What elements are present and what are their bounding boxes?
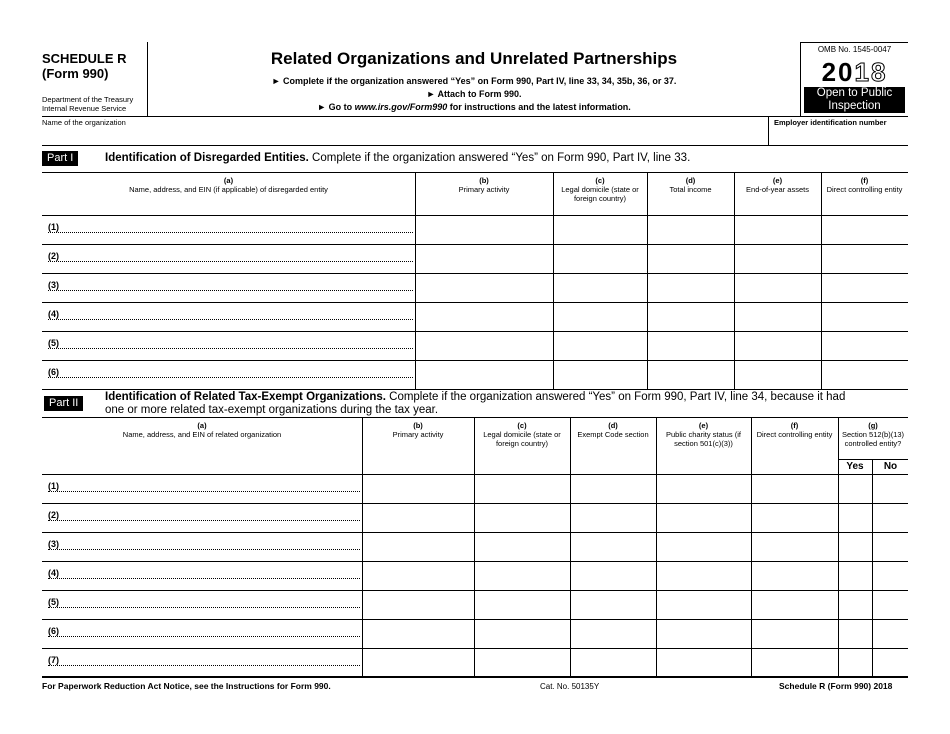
form-identity — [42, 42, 147, 116]
part2-row2-cell-4[interactable] — [657, 504, 750, 531]
part1-col-text: Direct controlling entity — [826, 185, 903, 194]
part1-row1-cell-1[interactable] — [416, 216, 552, 243]
part1-col-text: Primary activity — [458, 185, 510, 194]
part2-row7-cell-2[interactable] — [475, 649, 569, 676]
part2-row5-cell-1[interactable] — [363, 591, 473, 618]
part1-col-text: Legal domicile (state or foreign country) — [561, 185, 639, 203]
part2-row-number: (5) — [48, 597, 59, 607]
form-number: (Form 990) — [42, 66, 109, 81]
department-line2: Internal Revenue Service — [42, 104, 127, 113]
tax-year-suffix: 18 — [854, 57, 888, 87]
part1-row2-cell-3[interactable] — [648, 245, 733, 272]
part1-row1-cell-5[interactable] — [822, 216, 907, 243]
part2-row5-cell-5[interactable] — [752, 591, 837, 618]
part1-row4-cell-0[interactable] — [43, 303, 414, 330]
part1-title — [105, 152, 690, 165]
open-line2: Inspection — [828, 100, 881, 112]
footer-paperwork-notice: For Paperwork Reduction Act Notice, see the Instructions for Form 990. — [42, 681, 331, 691]
part2-row-number: (2) — [48, 510, 59, 520]
part1-row2-cell-4[interactable] — [735, 245, 820, 272]
part1-row3-cell-1[interactable] — [416, 274, 552, 301]
part2-row1-cell-3[interactable] — [571, 475, 655, 502]
part1-row4-cell-5[interactable] — [822, 303, 907, 330]
part2-col-letter: (d) — [608, 421, 618, 430]
part1-col-text: End-of-year assets — [746, 185, 809, 194]
part2-row6-cell-3[interactable] — [571, 620, 655, 647]
part2-row1-cell-2[interactable] — [475, 475, 569, 502]
part1-col-text: Name, address, and EIN (if applicable) of disregarded entity — [129, 185, 328, 194]
part1-row3-cell-3[interactable] — [648, 274, 733, 301]
part2-no-header: No — [883, 461, 898, 472]
tax-year-prefix: 20 — [821, 57, 855, 87]
part2-col-text: Direct controlling entity — [756, 430, 833, 439]
page-title: Related Organizations and Unrelated Partnerships — [270, 49, 678, 68]
part2-col-letter: (a) — [197, 421, 207, 430]
footer-form-id: Schedule R (Form 990) 2018 — [779, 681, 893, 691]
part1-row1-cell-0[interactable] — [43, 216, 414, 243]
part1-col-text: Total income — [669, 185, 712, 194]
part2-yes-no-rule — [838, 459, 908, 460]
part1-title-rest: Complete if the organization answered “Yes” on Form 990, Part IV, line 33. — [308, 152, 691, 164]
part2-title — [105, 391, 845, 404]
instruction-line2: ► Attach to Form 990. — [426, 89, 522, 99]
part2-row2-cell-2[interactable] — [475, 504, 569, 531]
schedule-title: SCHEDULE R — [42, 51, 127, 66]
part2-col-text: Name, address, and EIN of related organization — [122, 430, 282, 439]
part1-row3-cell-0[interactable] — [43, 274, 414, 301]
part2-row4-cell-2[interactable] — [475, 562, 569, 589]
part1-col-header-1 — [417, 176, 551, 194]
part2-row7-cell-0[interactable] — [43, 649, 361, 676]
part2-title-rest: Complete if the organization answered “Yes” on Form 990, Part IV, line 34, because it had — [385, 391, 846, 403]
part2-row4-cell-6[interactable] — [839, 562, 907, 589]
part2-col-text: Primary activity — [392, 430, 444, 439]
part1-col-header-3 — [649, 176, 732, 194]
tax-year — [801, 57, 908, 87]
part2-col-letter: (e) — [698, 421, 709, 430]
instruction-line1: ► Complete if the organization answered “Yes” on Form 990, Part IV, line 33, 34, 35b, 36, or 37. — [271, 76, 677, 86]
part2-row1-cell-0[interactable] — [43, 475, 361, 502]
part2-row-number: (6) — [48, 626, 59, 636]
part1-row2-cell-1[interactable] — [416, 245, 552, 272]
part2-row3-cell-1[interactable] — [363, 533, 473, 560]
part1-row3-cell-4[interactable] — [735, 274, 820, 301]
omb-number: OMB No. 1545-0047 — [817, 45, 892, 54]
part1-row6-cell-2[interactable] — [554, 361, 646, 388]
part2-row6-cell-0[interactable] — [43, 620, 361, 647]
part1-row6-cell-0[interactable] — [43, 361, 414, 388]
part2-row1-cell-6[interactable] — [839, 475, 907, 502]
org-name-label: Name of the organization — [42, 118, 126, 127]
part2-row6-cell-5[interactable] — [752, 620, 837, 647]
part1-row5-cell-0[interactable] — [43, 332, 414, 359]
part1-row-number: (6) — [48, 367, 59, 377]
part1-row5-cell-5[interactable] — [822, 332, 907, 359]
part1-col-header-4 — [736, 176, 819, 194]
part1-row6-cell-1[interactable] — [416, 361, 552, 388]
part2-row6-cell-2[interactable] — [475, 620, 569, 647]
part2-col-header-3 — [572, 421, 654, 439]
part1-row1-cell-4[interactable] — [735, 216, 820, 243]
part2-row-number: (4) — [48, 568, 59, 578]
part2-col-letter: (c) — [517, 421, 527, 430]
part2-row6-cell-1[interactable] — [363, 620, 473, 647]
part2-col-header-0 — [44, 421, 360, 439]
part2-col-letter: (g) — [868, 421, 878, 430]
part2-row4-cell-3[interactable] — [571, 562, 655, 589]
part2-col-text: Public charity status (if section 501(c)(3)) — [665, 430, 742, 448]
part2-row7-cell-3[interactable] — [571, 649, 655, 676]
irs-link[interactable]: www.irs.gov/Form990 — [354, 102, 448, 112]
part1-row5-cell-3[interactable] — [648, 332, 733, 359]
part2-row-number: (7) — [48, 655, 59, 665]
part1-row4-cell-4[interactable] — [735, 303, 820, 330]
open-line1: Open to Public — [816, 87, 893, 99]
part2-row3-cell-4[interactable] — [657, 533, 750, 560]
instruction-line3-pre: ► Go to — [317, 102, 355, 112]
part1-col-letter: (e) — [772, 176, 783, 185]
part1-row-number: (5) — [48, 338, 59, 348]
part1-row3-cell-2[interactable] — [554, 274, 646, 301]
part2-row-number: (3) — [48, 539, 59, 549]
part1-col-letter: (c) — [595, 176, 605, 185]
part2-row2-cell-6[interactable] — [839, 504, 907, 531]
part1-row1-cell-2[interactable] — [554, 216, 646, 243]
part1-title-bold: Identification of Disregarded Entities. — [105, 152, 309, 164]
part2-col-text: Section 512(b)(13) controlled entity? — [841, 430, 905, 448]
ein-label: Employer identification number — [774, 118, 887, 127]
part1-row1-cell-3[interactable] — [648, 216, 733, 243]
part2-col-header-5 — [753, 421, 836, 439]
part2-row4-cell-1[interactable] — [363, 562, 473, 589]
part2-col-text: Exempt Code section — [577, 430, 649, 439]
part2-col-header-1 — [364, 421, 472, 439]
footer-cat-number: Cat. No. 50135Y — [540, 682, 600, 691]
instruction-line3 — [148, 102, 800, 113]
part2-row3-cell-0[interactable] — [43, 533, 361, 560]
part2-col-letter: (b) — [413, 421, 423, 430]
part1-row-number: (1) — [48, 222, 59, 232]
part2-row1-cell-5[interactable] — [752, 475, 837, 502]
org-name-field[interactable] — [44, 128, 764, 144]
part2-row4-cell-5[interactable] — [752, 562, 837, 589]
part1-row5-cell-2[interactable] — [554, 332, 646, 359]
part1-row5-cell-1[interactable] — [416, 332, 552, 359]
part1-row6-cell-5[interactable] — [822, 361, 907, 388]
form-title-block — [148, 42, 800, 116]
part2-row3-cell-2[interactable] — [475, 533, 569, 560]
part2-col-header-6 — [840, 421, 906, 448]
instruction-line3-post: for instructions and the latest information. — [447, 102, 631, 112]
part2-row7-cell-5[interactable] — [752, 649, 837, 676]
part2-yes-header: Yes — [846, 461, 864, 472]
part1-row5-cell-4[interactable] — [735, 332, 820, 359]
part2-row7-cell-6[interactable] — [839, 649, 907, 676]
part1-col-letter: (d) — [685, 176, 696, 185]
part2-label: Part II — [44, 396, 83, 411]
part1-col-header-5 — [823, 176, 906, 194]
ein-field[interactable] — [770, 128, 906, 144]
part1-col-letter: (b) — [479, 176, 489, 185]
part2-row-number: (1) — [48, 481, 59, 491]
part1-row2-cell-2[interactable] — [554, 245, 646, 272]
part2-row4-cell-4[interactable] — [657, 562, 750, 589]
part2-title-bold: Identification of Related Tax-Exempt Organizations. — [105, 391, 386, 403]
part1-col-header-0 — [44, 176, 413, 194]
part2-row5-cell-6[interactable] — [839, 591, 907, 618]
part2-row5-cell-2[interactable] — [475, 591, 569, 618]
part2-yes-no-divider — [872, 459, 873, 677]
part1-row6-cell-4[interactable] — [735, 361, 820, 388]
part1-row-rule — [42, 389, 908, 390]
part2-col-header-4 — [658, 421, 749, 448]
part1-row3-cell-5[interactable] — [822, 274, 907, 301]
part2-row6-cell-4[interactable] — [657, 620, 750, 647]
part1-label: Part I — [42, 151, 78, 166]
part2-row2-cell-0[interactable] — [43, 504, 361, 531]
part2-row3-cell-6[interactable] — [839, 533, 907, 560]
part2-row6-cell-6[interactable] — [839, 620, 907, 647]
part1-row-number: (2) — [48, 251, 59, 261]
part1-row2-cell-5[interactable] — [822, 245, 907, 272]
part2-row2-cell-5[interactable] — [752, 504, 837, 531]
part2-row2-cell-1[interactable] — [363, 504, 473, 531]
part2-col-text: Legal domicile (state or foreign country) — [483, 430, 561, 448]
part2-row5-cell-4[interactable] — [657, 591, 750, 618]
part2-row1-cell-1[interactable] — [363, 475, 473, 502]
part1-row-number: (3) — [48, 280, 59, 290]
part2-row3-cell-5[interactable] — [752, 533, 837, 560]
part1-row4-cell-3[interactable] — [648, 303, 733, 330]
part2-row4-cell-0[interactable] — [43, 562, 361, 589]
part1-col-letter: (f) — [860, 176, 869, 185]
part2-row7-cell-4[interactable] — [657, 649, 750, 676]
part2-col-letter: (f) — [790, 421, 799, 430]
part2-row3-cell-3[interactable] — [571, 533, 655, 560]
part1-row4-cell-1[interactable] — [416, 303, 552, 330]
part1-col-header-2 — [555, 176, 645, 203]
part1-row-number: (4) — [48, 309, 59, 319]
part2-row-rule — [42, 677, 908, 678]
part1-row4-cell-2[interactable] — [554, 303, 646, 330]
department-line1: Department of the Treasury — [42, 95, 134, 104]
part2-row5-cell-3[interactable] — [571, 591, 655, 618]
part1-row2-cell-0[interactable] — [43, 245, 414, 272]
part2-row5-cell-0[interactable] — [43, 591, 361, 618]
part2-col-header-2 — [476, 421, 568, 448]
open-to-public-badge — [804, 87, 905, 113]
part2-row2-cell-3[interactable] — [571, 504, 655, 531]
part2-title-line2: one or more related tax-exempt organizations during the tax year. — [105, 404, 439, 416]
part1-row6-cell-3[interactable] — [648, 361, 733, 388]
part2-row1-cell-4[interactable] — [657, 475, 750, 502]
part2-row7-cell-1[interactable] — [363, 649, 473, 676]
omb-year-block — [801, 42, 908, 116]
part1-col-letter: (a) — [223, 176, 234, 185]
